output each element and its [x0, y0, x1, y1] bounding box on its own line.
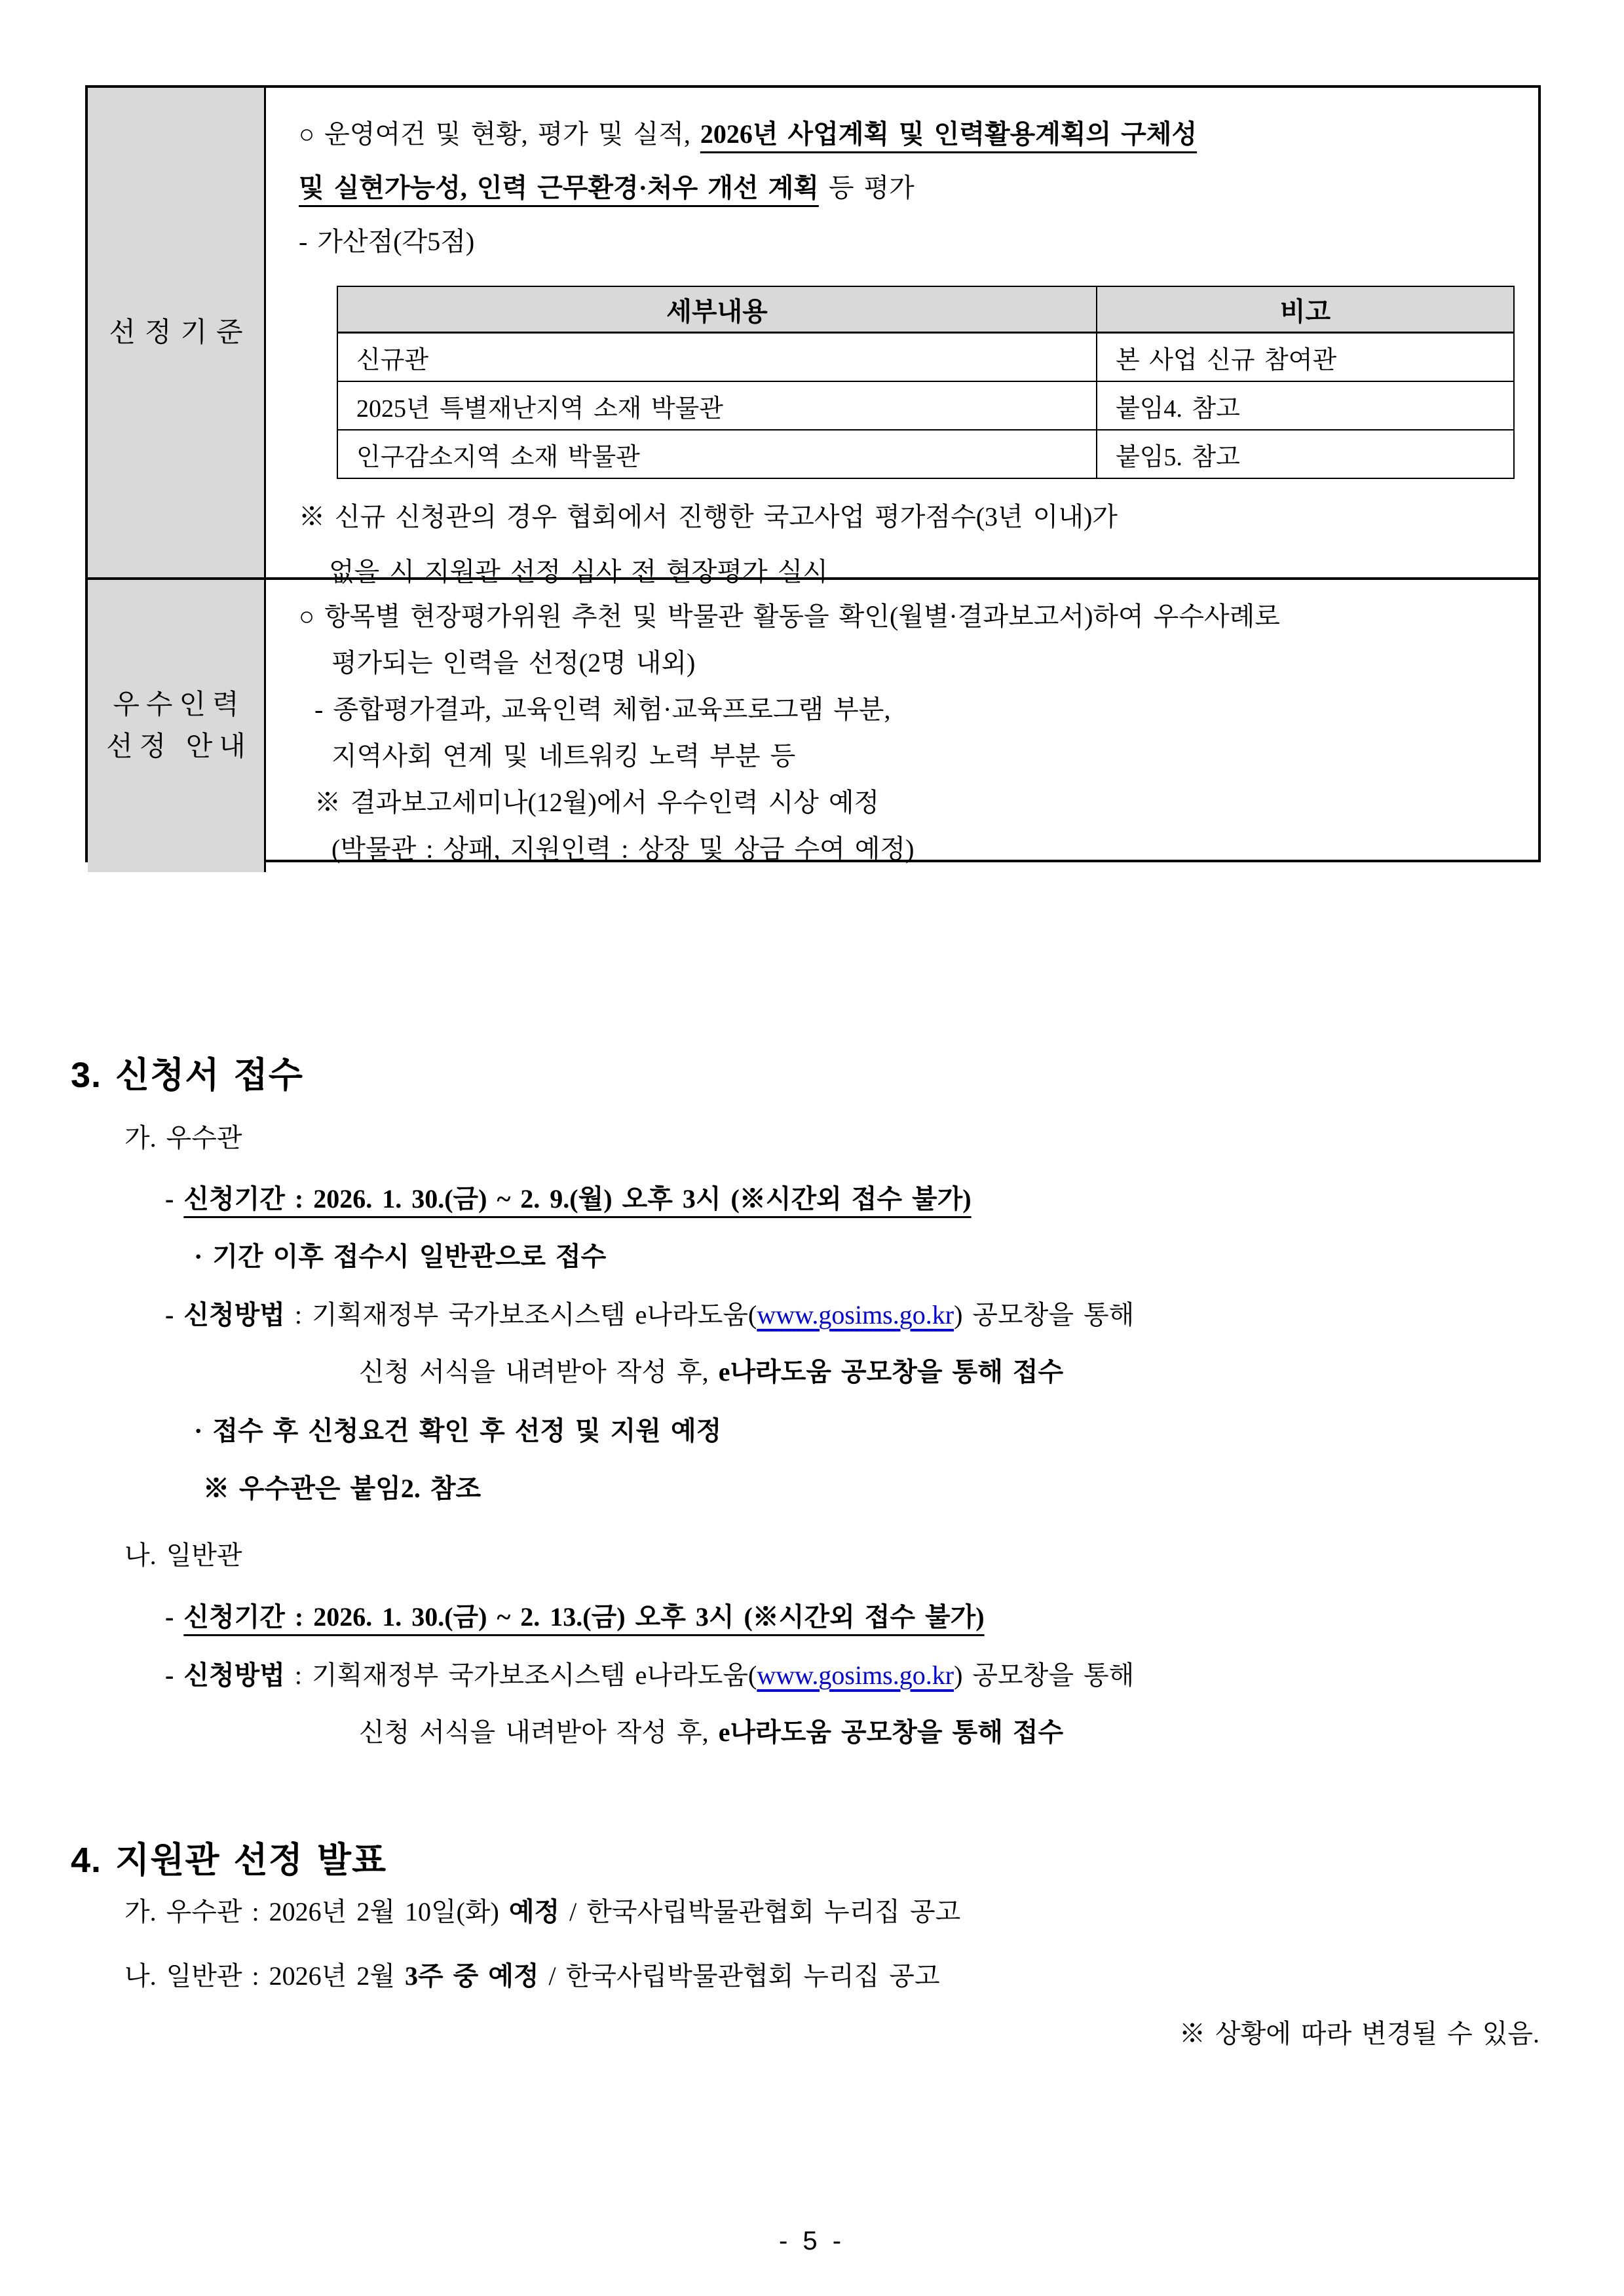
announcement-line-general [124, 1955, 940, 1993]
method-text-post: ) 공모창을 통해 [954, 1300, 1135, 1330]
cell-detail: 2025년 특별재난지역 소재 박물관 [337, 381, 1097, 430]
announcement-text-post: / 한국사립박물관협회 누리집 공고 [559, 1897, 961, 1926]
criteria-line-2 [299, 161, 1529, 215]
section-3-heading: 3. 신청서 접수 [71, 1056, 303, 1095]
method-label: 신청방법 [183, 1300, 285, 1330]
criteria-line-1-text: ○ 운영여건 및 현황, 평가 및 실적, [299, 119, 700, 149]
announcement-text: 가. 우수관 : 2026년 2월 10일(화) [124, 1897, 509, 1926]
continuation-text: 신청 서식을 내려받아 작성 후, [359, 1357, 719, 1387]
application-method-line-excellent [165, 1294, 1134, 1331]
application-period-text: 신청기간 : 2026. 1. 30.(금) ~ 2. 9.(월) 오후 3시 (※시간외 접수 불가) [183, 1184, 972, 1214]
cell-remark: 붙임4. 참고 [1097, 381, 1514, 430]
announcement-bold: 예정 [508, 1897, 560, 1926]
application-period-text: 신청기간 : 2026. 1. 30.(금) ~ 2. 13.(금) 오후 3시 (※시간외 접수 불가) [183, 1602, 985, 1632]
personnel-line-6: (박물관 : 상패, 지원인력 : 상장 및 상금 수여 예정) [331, 834, 915, 864]
personnel-line-1: ○ 항목별 현장평가위원 추천 및 박물관 활동을 확인(월별·결과보고서)하여 우수사례로 [299, 602, 1280, 631]
application-period-line-general [165, 1596, 985, 1634]
dash: - [165, 1184, 174, 1214]
method-label: 신청방법 [183, 1660, 285, 1690]
subject-to-change-note: ※ 상황에 따라 변경될 수 있음. [1179, 2019, 1539, 2048]
selection-criteria-content [266, 88, 1538, 586]
continuation-bold: e나라도움 공모창을 통해 접수 [718, 1717, 1064, 1747]
application-method-continuation-general [359, 1712, 1063, 1749]
page-number: - 5 - [778, 2227, 846, 2255]
dash: - [165, 1660, 174, 1690]
table-row [88, 580, 1538, 872]
row-label-line-1: 우수인력 [113, 690, 246, 720]
announcement-line-excellent [124, 1891, 960, 1928]
row-label-excellent-personnel [88, 580, 266, 872]
criteria-line-2-text: 등 평가 [818, 173, 915, 202]
table-row [88, 88, 1538, 586]
row-label-text: 선정기준 [109, 317, 252, 348]
late-submission-note: · 기간 이후 접수시 일반관으로 접수 [194, 1242, 607, 1271]
cell-remark: 본 사업 신규 참여관 [1097, 333, 1514, 382]
method-text: : 기획재정부 국가보조시스템 e나라도움( [284, 1660, 757, 1690]
cell-remark: 붙임5. 참고 [1097, 430, 1514, 478]
row-label-selection-criteria [88, 88, 266, 577]
cell-detail: 신규관 [337, 333, 1097, 382]
gosims-link[interactable]: www.gosims.go.kr [757, 1300, 954, 1330]
personnel-line-5: ※ 결과보고세미나(12월)에서 우수인력 시상 예정 [314, 788, 880, 817]
personnel-line-4: 지역사회 연계 및 네트워킹 노력 부분 등 [331, 741, 796, 771]
dash: - [165, 1300, 174, 1330]
selection-criteria-table [85, 85, 1541, 862]
method-text-post: ) 공모창을 통해 [954, 1660, 1135, 1690]
bonus-points-line: - 가산점(각5점) [299, 227, 475, 256]
new-applicant-note-line-2: 없을 시 지원관 선정 심사 전 현장평가 실시 [329, 557, 828, 586]
criteria-line-2-emphasis: 및 실현가능성, 인력 근무환경·처우 개선 계획 [299, 173, 819, 202]
cell-detail: 인구감소지역 소재 박물관 [337, 430, 1097, 478]
criteria-line-1 [299, 107, 1529, 161]
table-row [337, 430, 1514, 478]
personnel-line-3: - 종합평가결과, 교육인력 체험·교육프로그램 부분, [314, 695, 891, 724]
gosims-link[interactable]: www.gosims.go.kr [757, 1660, 954, 1690]
subsection-b-general: 나. 일반관 [124, 1540, 242, 1570]
announcement-text-post: / 한국사립박물관협회 누리집 공고 [538, 1961, 940, 1991]
method-text: : 기획재정부 국가보조시스템 e나라도움( [284, 1300, 757, 1330]
bonus-detail-table [337, 286, 1515, 479]
table-row [337, 381, 1514, 430]
section-4-heading: 4. 지원관 선정 발표 [71, 1841, 387, 1880]
continuation-text: 신청 서식을 내려받아 작성 후, [359, 1717, 719, 1747]
application-method-line-general [165, 1655, 1134, 1692]
application-method-continuation-excellent [359, 1351, 1063, 1388]
announcement-bold: 3주 중 예정 [404, 1961, 539, 1991]
table-row [337, 333, 1514, 382]
application-period-line-excellent [165, 1178, 972, 1215]
row-label-line-2: 선정 안내 [106, 732, 252, 762]
col-header-detail: 세부내용 [337, 286, 1097, 333]
criteria-line-1-emphasis: 2026년 사업계획 및 인력활용계획의 구체성 [700, 119, 1198, 149]
table-header-row [337, 286, 1514, 333]
dash: - [165, 1602, 174, 1632]
after-receipt-note: · 접수 후 신청요건 확인 후 선정 및 지원 예정 [194, 1416, 722, 1445]
attachment-2-note: ※ 우수관은 붙임2. 참조 [203, 1474, 482, 1503]
personnel-line-2: 평가되는 인력을 선정(2명 내외) [331, 648, 696, 678]
new-applicant-note-line-1: ※ 신규 신청관의 경우 협회에서 진행한 국고사업 평가점수(3년 이내)가 [299, 502, 1118, 531]
col-header-remark: 비고 [1097, 286, 1514, 333]
excellent-personnel-content [266, 580, 1538, 872]
announcement-text: 나. 일반관 : 2026년 2월 [124, 1961, 405, 1991]
subsection-a-excellent: 가. 우수관 [124, 1123, 242, 1153]
continuation-bold: e나라도움 공모창을 통해 접수 [718, 1357, 1064, 1387]
